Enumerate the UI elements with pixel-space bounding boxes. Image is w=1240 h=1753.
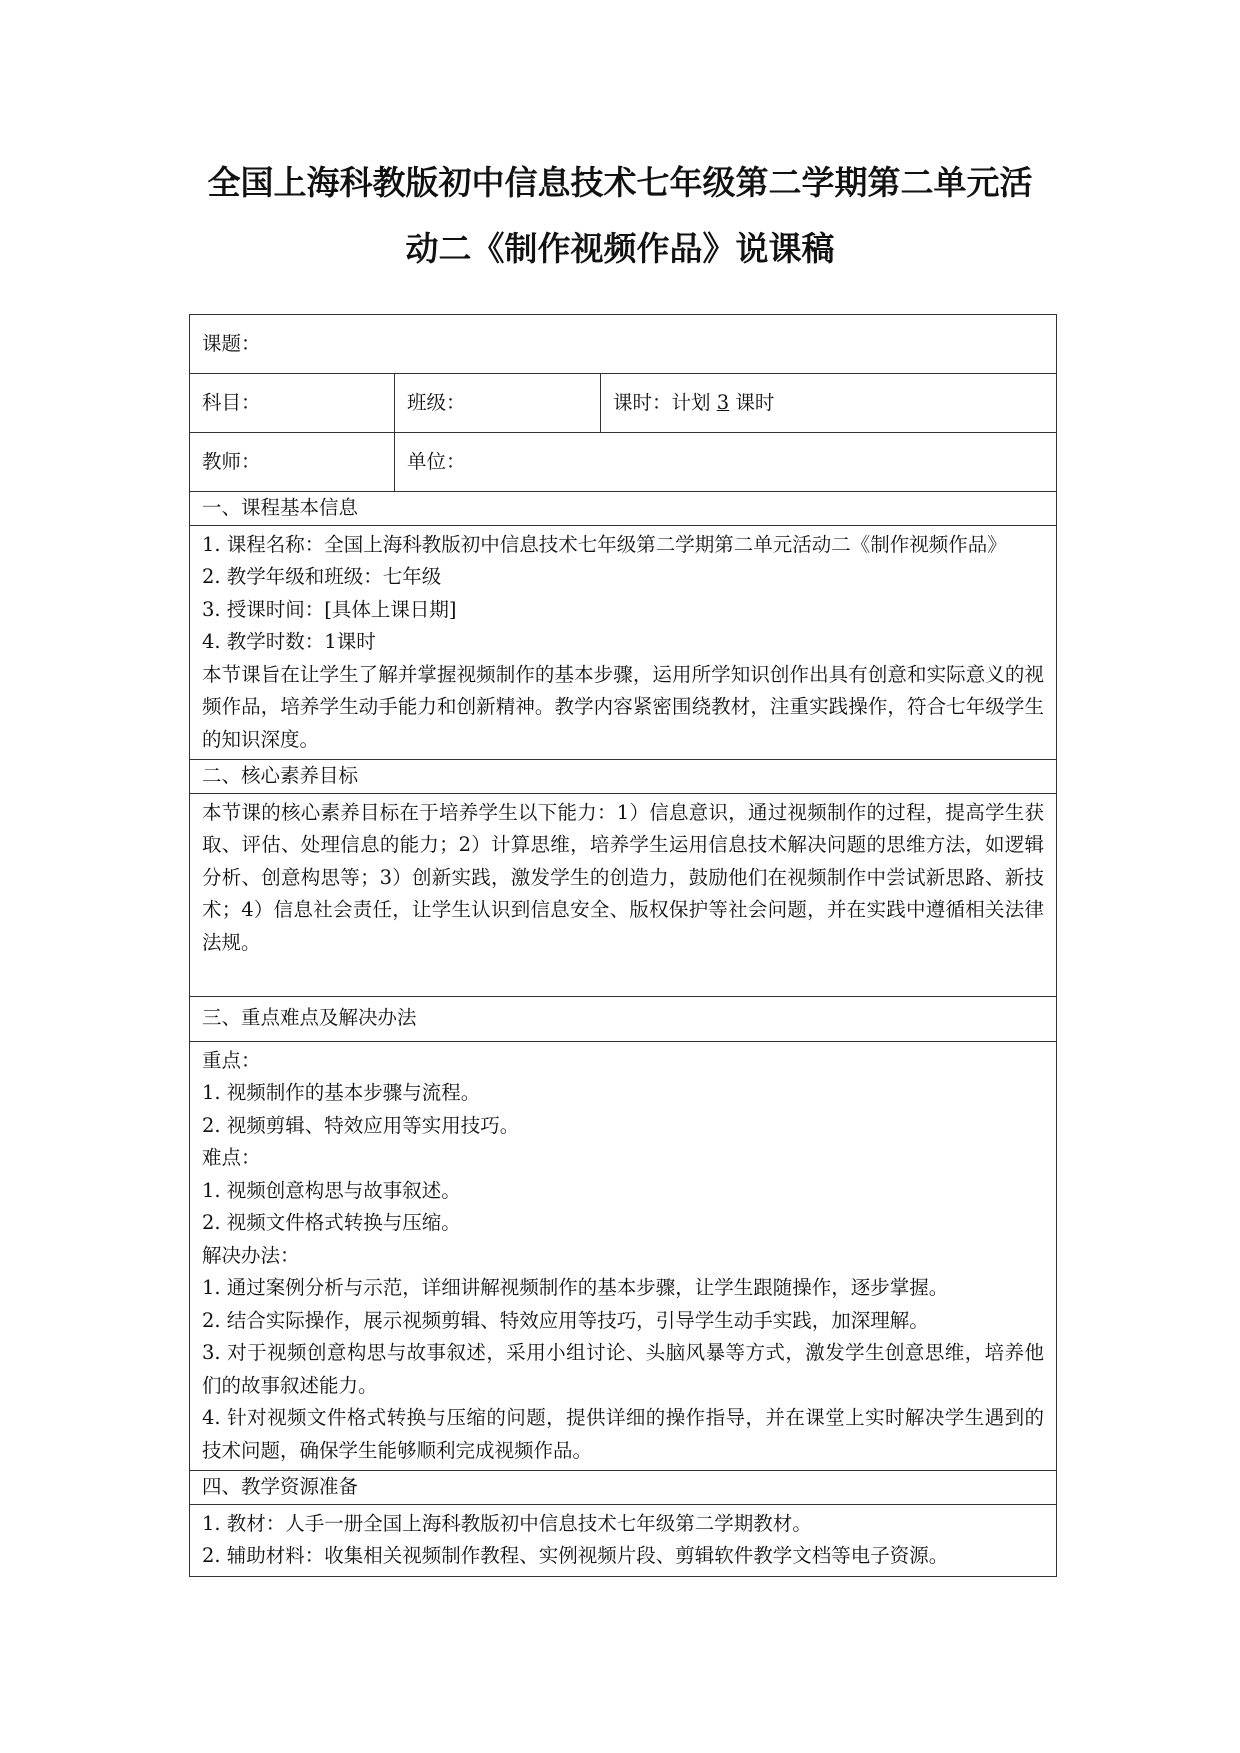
solution-item: 2. 结合实际操作，展示视频剪辑、特效应用等技巧，引导学生动手实践，加深理解。 (202, 1308, 929, 1332)
section-1-paragraph: 本节课旨在让学生了解并掌握视频制作的基本步骤，运用所学知识创作出具有创意和实际意义的视频作品，培养学生动手能力和创新精神。教学内容紧密围绕教材，注重实践操作，符合七年级学生的知识深度。 (202, 662, 1045, 751)
resource-item: 1. 教材：人手一册全国上海科教版初中信息技术七年级第二学期教材。 (202, 1511, 812, 1535)
section-1-body (190, 525, 1057, 760)
difficulties-label: 难点： (202, 1146, 261, 1169)
topic-label: 课题： (202, 331, 261, 355)
section-2-title: 二、核心素养目标 (190, 760, 1057, 794)
difficulty-item: 2. 视频文件格式转换与压缩。 (202, 1211, 461, 1234)
section-4-body-row (190, 1504, 1057, 1576)
section-3-body (190, 1041, 1057, 1471)
unit-label: 单位： (407, 449, 466, 473)
course-name-item: 1. 课程名称：全国上海科教版初中信息技术七年级第二学期第二单元活动二《制作视频作品》 (202, 532, 1007, 556)
section-4-body (190, 1504, 1057, 1576)
section-2-header-row (190, 760, 1057, 794)
solution-item: 3. 对于视频创意构思与故事叙述，采用小组讨论、头脑风暴等方式，激发学生创意思维，培养他们的故事叙述能力。 (202, 1341, 1045, 1397)
time-item: 3. 授课时间：[具体上课日期] (202, 597, 457, 621)
solution-item: 4. 针对视频文件格式转换与压缩的问题，提供详细的操作指导，并在课堂上实时解决学生遇到的技术问题，确保学生能够顺利完成视频作品。 (202, 1406, 1045, 1462)
document-title-line-2: 动二《制作视频作品》说课稿 (405, 229, 835, 268)
hours-item: 4. 教学时数：1课时 (202, 630, 376, 653)
subject-cell (190, 374, 395, 433)
section-2-body (190, 793, 1057, 996)
subject-label: 科目： (202, 390, 261, 414)
section-4-header-row (190, 1471, 1057, 1505)
section-2-paragraph: 本节课的核心素养目标在于培养学生以下能力：1）信息意识，通过视频制作的过程，提高学生获取、评估、处理信息的能力；2）计算思维，培养学生运用信息技术解决问题的思维方法，如逻辑分析、创意构思等；3）创新实践，激发学生的创造力，鼓励他们在视频制作中尝试新思路、新技术；4）信息社会责任，让学生认识到信息安全、版权保护等社会问题，并在实践中遵循相关法律法规。 (202, 800, 1045, 954)
topic-cell (190, 315, 1057, 374)
topic-row (190, 315, 1057, 374)
difficulty-item: 1. 视频创意构思与故事叙述。 (202, 1178, 461, 1202)
teacher-row (190, 433, 1057, 492)
grade-item: 2. 教学年级和班级：七年级 (202, 565, 442, 588)
key-point-item: 2. 视频剪辑、特效应用等实用技巧。 (202, 1113, 520, 1137)
teacher-label: 教师： (202, 449, 261, 473)
section-3-body-row (190, 1041, 1057, 1471)
unit-cell (395, 433, 1057, 492)
solutions-label: 解决办法： (202, 1243, 300, 1267)
class-label: 班级： (407, 390, 466, 414)
subject-row (190, 374, 1057, 433)
document-title-line-1: 全国上海科教版初中信息技术七年级第二学期第二单元活 (207, 163, 1033, 202)
solution-item: 1. 通过案例分析与示范，详细讲解视频制作的基本步骤，让学生跟随操作，逐步掌握。 (202, 1276, 949, 1299)
key-point-item: 1. 视频制作的基本步骤与流程。 (202, 1081, 481, 1104)
lesson-plan-table (189, 314, 1057, 1577)
section-3-title: 三、重点难点及解决办法 (190, 996, 1057, 1041)
section-4-title: 四、教学资源准备 (190, 1471, 1057, 1505)
hours-prefix: 课时：计划 (613, 390, 711, 414)
hours-value: 3 (716, 390, 730, 414)
section-3-header-row (190, 996, 1057, 1041)
section-1-body-row (190, 525, 1057, 760)
section-2-body-row (190, 793, 1057, 996)
resource-item: 2. 辅助材料：收集相关视频制作教程、实例视频片段、剪辑软件教学文档等电子资源。 (202, 1544, 949, 1567)
key-points-label: 重点： (202, 1048, 261, 1072)
class-cell (395, 374, 601, 433)
teacher-cell (190, 433, 395, 492)
section-1-header-row (190, 492, 1057, 526)
hours-suffix: 课时 (735, 390, 775, 414)
hours-cell (601, 374, 1057, 433)
section-1-title: 一、课程基本信息 (190, 492, 1057, 526)
